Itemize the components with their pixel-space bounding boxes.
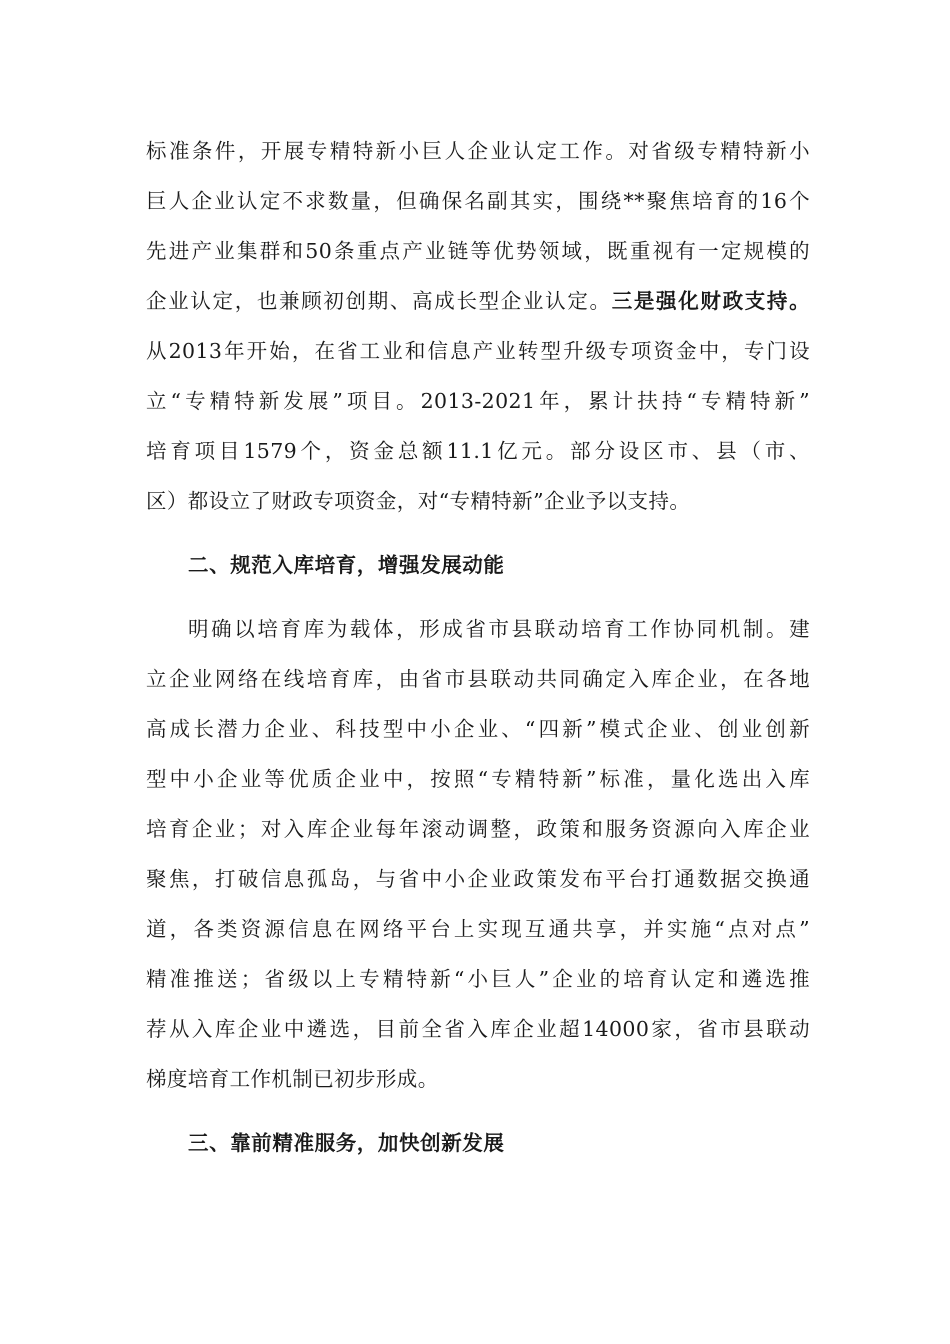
paragraph-incubation-library [146,604,810,1104]
paragraph-line: 培育项目1579个，资金总额11.1亿元。部分设区市、县（市、 [146,439,810,463]
bold-phrase: 三是强化财政支持。 [611,289,810,313]
paragraph-line: 精准推送；省级以上专精特新“小巨人”企业的培育认定和遴选推 [146,967,810,991]
section-heading-2: 二、规范入库培育，增强发展动能 [188,553,505,577]
paragraph-line: 明确以培育库为载体，形成省市县联动培育工作协同机制。建 [188,617,810,641]
paragraph-line: 培育企业；对入库企业每年滚动调整，政策和服务资源向入库企业 [146,817,810,841]
paragraph-line: 荐从入库企业中遴选，目前全省入库企业超14000家，省市县联动 [146,1017,810,1041]
paragraph-line: 道，各类资源信息在网络平台上实现互通共享，并实施“点对点” [146,917,810,941]
paragraph-line: 先进产业集群和50条重点产业链等优势领域，既重视有一定规模的 [146,239,810,263]
document-body [146,126,810,1168]
paragraph-line: 标准条件，开展专精特新小巨人企业认定工作。对省级专精特新小 [146,139,810,163]
paragraph-line: 立“专精特新发展”项目。2013-2021年，累计扶持“专精特新” [146,389,810,413]
paragraph-line: 高成长潜力企业、科技型中小企业、“四新”模式企业、创业创新 [146,717,810,741]
paragraph-line: 立企业网络在线培育库，由省市县联动共同确定入库企业，在各地 [146,667,810,691]
paragraph-financial-support [146,126,810,526]
section-heading-3: 三、靠前精准服务，加快创新发展 [188,1131,505,1155]
paragraph-line [146,276,810,326]
paragraph-line: 型中小企业等优质企业中，按照“专精特新”标准，量化选出入库 [146,767,810,791]
line-text: 企业认定，也兼顾初创期、高成长型企业认定。 [146,289,612,313]
paragraph-line: 聚焦，打破信息孤岛，与省中小企业政策发布平台打通数据交换通 [146,867,810,891]
paragraph-line: 从2013年开始，在省工业和信息产业转型升级专项资金中，专门设 [146,339,810,363]
paragraph-line: 巨人企业认定不求数量，但确保名副其实，围绕**聚焦培育的16个 [146,189,810,213]
paragraph-line: 区）都设立了财政专项资金，对“专精特新”企业予以支持。 [146,489,691,513]
paragraph-line: 梯度培育工作机制已初步形成。 [146,1067,439,1091]
